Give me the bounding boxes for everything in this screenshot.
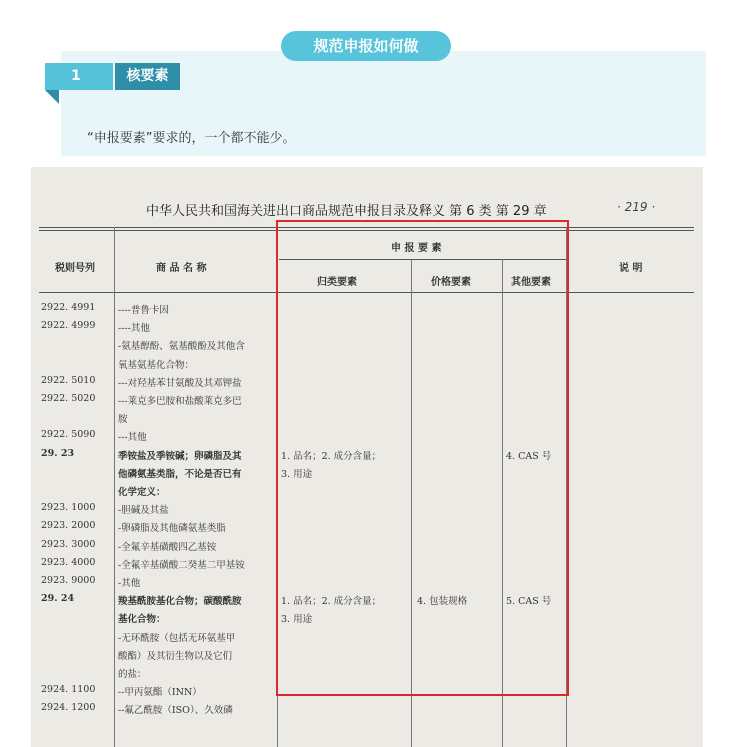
row-code: 2922. 5090 [41,429,96,441]
row-classify: 1. 品名；2. 成分含量； [281,596,382,608]
row-code: 2923. 1000 [41,502,96,514]
header-other: 其他要素 [511,277,551,288]
row-name: 的盐： [118,669,147,680]
row-name: --甲丙氨酯（INN） [118,687,202,699]
row-name: -胆碱及其盐 [118,505,169,517]
book-page-photo [31,167,703,747]
row-name: ---其他 [118,432,147,444]
row-name: 基化合物： [118,614,166,626]
row-price: 4. 包装规格 [417,596,468,608]
row-code: 2923. 3000 [41,538,96,550]
row-code: 2924. 1200 [41,702,96,714]
row-name: --氟乙酰胺（ISO）、久效磷 [118,705,233,717]
row-other: 4. CAS 号 [506,450,552,462]
row-name: ---莱克多巴胺和盐酸莱克多巴 [118,396,242,407]
row-code: 29. 24 [41,593,75,605]
section-note: “申报要素”要求的，一个都不能少。 [87,131,296,146]
row-code: 2922. 5010 [41,374,96,386]
row-classify: 1. 品名；2. 成分含量； [281,450,382,462]
row-name: 他磷氨基类脂，不论是否已有 [118,468,242,480]
row-code: 2922. 4991 [41,302,96,313]
row-name: 化学定义： [118,487,166,498]
row-name: 酸酯）及其衍生物以及它们 [118,650,233,662]
row-name: -全氟辛基磺酸二癸基二甲基铵 [118,559,245,571]
row-code: 2924. 1100 [41,684,96,696]
row-code: 2923. 9000 [41,575,96,586]
row-code: 2923. 4000 [41,556,96,568]
header-decl: 申 报 要 素 [391,243,442,254]
row-classify: 3. 用途 [281,614,313,626]
header-name: 商 品 名 称 [156,263,207,274]
row-name: ----其他 [118,323,150,335]
row-name: 季铵盐及季铵碱；卵磷脂及其 [118,450,242,462]
row-name: ----普鲁卡因 [118,305,169,316]
section-heading: 核要素 [115,63,180,90]
header-price: 价格要素 [431,277,471,288]
row-name: -其他 [118,578,141,589]
section-number: 1 [71,68,81,84]
row-name: ---对羟基苯甘氨酸及其邓钾盐 [118,377,242,389]
page-number: · 219 · [617,200,656,214]
highlight-box [276,220,569,696]
banner-title: 规范申报如何做 [281,31,451,61]
header-remark: 说 明 [619,263,643,274]
row-code: 2922. 4999 [41,320,96,332]
row-name: 胺 [118,414,128,426]
section-number-tab [45,63,113,90]
book-title: 中华人民共和国海关进出口商品规范申报目录及释义 第 6 类 第 29 章 [146,204,547,219]
row-name: -卵磷脂及其他磷氨基类脂 [118,523,226,535]
row-name: -全氟辛基磺酸四乙基铵 [118,541,217,553]
row-classify: 3. 用途 [281,468,313,480]
row-name: 羧基酰胺基化合物；碳酸酰胺 [118,596,242,608]
row-code: 2923. 2000 [41,520,96,532]
row-other: 5. CAS 号 [506,596,552,608]
row-code: 29. 23 [41,447,75,459]
row-name: -无环酰胺（包括无环氨基甲 [118,632,236,644]
tab-fold-decoration [45,90,59,104]
row-name: 氧基氨基化合物： [118,359,195,371]
header-classify: 归类要素 [317,277,357,288]
row-name: -氨基醇酚、氨基酸酚及其他含 [118,341,245,353]
header-code: 税则号列 [55,263,95,274]
row-code: 2922. 5020 [41,393,96,404]
col-line [114,227,115,747]
